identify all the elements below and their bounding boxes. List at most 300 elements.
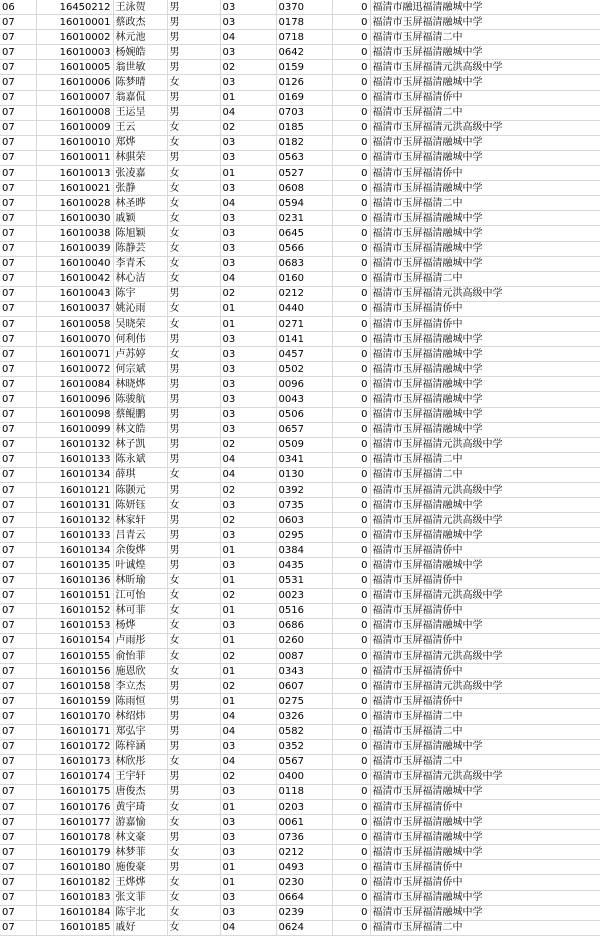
district-cell[interactable]: 07 <box>0 30 36 45</box>
name-cell[interactable]: 卢雨彤 <box>113 633 167 648</box>
flag-cell[interactable]: 0 <box>332 377 370 392</box>
group-code-cell[interactable]: 04 <box>220 920 276 935</box>
name-cell[interactable]: 林骐荣 <box>113 150 167 165</box>
name-cell[interactable]: 薛琪 <box>113 467 167 482</box>
student-id-cell[interactable]: 16010159 <box>36 694 113 709</box>
district-cell[interactable]: 07 <box>0 573 36 588</box>
group-code-cell[interactable]: 02 <box>220 437 276 452</box>
seat-number-cell[interactable]: 0023 <box>276 588 332 603</box>
gender-cell[interactable]: 男 <box>167 332 220 347</box>
name-cell[interactable]: 张文菲 <box>113 890 167 905</box>
gender-cell[interactable]: 男 <box>167 830 220 845</box>
gender-cell[interactable]: 男 <box>167 150 220 165</box>
student-id-cell[interactable]: 16010099 <box>36 422 113 437</box>
district-cell[interactable]: 07 <box>0 75 36 90</box>
group-code-cell[interactable]: 01 <box>220 664 276 679</box>
group-code-cell[interactable]: 01 <box>220 875 276 890</box>
student-id-cell[interactable]: 16010096 <box>36 392 113 407</box>
name-cell[interactable]: 施恩欣 <box>113 664 167 679</box>
group-code-cell[interactable]: 04 <box>220 196 276 211</box>
gender-cell[interactable]: 女 <box>167 875 220 890</box>
seat-number-cell[interactable]: 0608 <box>276 181 332 196</box>
district-cell[interactable]: 07 <box>0 347 36 362</box>
gender-cell[interactable]: 男 <box>167 739 220 754</box>
flag-cell[interactable]: 0 <box>332 754 370 769</box>
flag-cell[interactable]: 0 <box>332 618 370 633</box>
gender-cell[interactable]: 男 <box>167 105 220 120</box>
district-cell[interactable]: 07 <box>0 845 36 860</box>
flag-cell[interactable]: 0 <box>332 875 370 890</box>
school-cell[interactable]: 福清市玉屏福清融城中学 <box>370 362 600 377</box>
seat-number-cell[interactable]: 0435 <box>276 558 332 573</box>
student-id-cell[interactable]: 16010134 <box>36 543 113 558</box>
seat-number-cell[interactable]: 0239 <box>276 905 332 920</box>
gender-cell[interactable]: 男 <box>167 679 220 694</box>
gender-cell[interactable]: 女 <box>167 135 220 150</box>
student-id-cell[interactable]: 16010011 <box>36 150 113 165</box>
student-id-cell[interactable]: 16010013 <box>36 166 113 181</box>
group-code-cell[interactable]: 03 <box>220 498 276 513</box>
district-cell[interactable]: 07 <box>0 664 36 679</box>
flag-cell[interactable]: 0 <box>332 211 370 226</box>
name-cell[interactable]: 施俊豪 <box>113 860 167 875</box>
school-cell[interactable]: 福清市玉屏福清融城中学 <box>370 15 600 30</box>
gender-cell[interactable]: 女 <box>167 316 220 331</box>
seat-number-cell[interactable]: 0212 <box>276 286 332 301</box>
district-cell[interactable]: 07 <box>0 830 36 845</box>
flag-cell[interactable]: 0 <box>332 528 370 543</box>
flag-cell[interactable]: 0 <box>332 316 370 331</box>
student-id-cell[interactable]: 16010028 <box>36 196 113 211</box>
name-cell[interactable]: 林梦菲 <box>113 845 167 860</box>
gender-cell[interactable]: 女 <box>167 664 220 679</box>
student-id-cell[interactable]: 16010070 <box>36 332 113 347</box>
flag-cell[interactable]: 0 <box>332 784 370 799</box>
seat-number-cell[interactable]: 0271 <box>276 316 332 331</box>
school-cell[interactable]: 福清市玉屏福清元洪高级中学 <box>370 513 600 528</box>
seat-number-cell[interactable]: 0686 <box>276 618 332 633</box>
flag-cell[interactable]: 0 <box>332 769 370 784</box>
district-cell[interactable]: 07 <box>0 769 36 784</box>
flag-cell[interactable]: 0 <box>332 150 370 165</box>
gender-cell[interactable]: 男 <box>167 30 220 45</box>
name-cell[interactable]: 陈旭颖 <box>113 226 167 241</box>
school-cell[interactable]: 福清市玉屏福清融城中学 <box>370 332 600 347</box>
district-cell[interactable]: 07 <box>0 588 36 603</box>
district-cell[interactable]: 07 <box>0 256 36 271</box>
name-cell[interactable]: 李立杰 <box>113 679 167 694</box>
student-id-cell[interactable]: 16010043 <box>36 286 113 301</box>
gender-cell[interactable]: 男 <box>167 15 220 30</box>
district-cell[interactable]: 07 <box>0 60 36 75</box>
district-cell[interactable]: 07 <box>0 784 36 799</box>
school-cell[interactable]: 福清市玉屏福清元洪高级中学 <box>370 679 600 694</box>
student-id-cell[interactable]: 16010170 <box>36 709 113 724</box>
group-code-cell[interactable]: 01 <box>220 316 276 331</box>
school-cell[interactable]: 福清市玉屏福清二中 <box>370 754 600 769</box>
district-cell[interactable]: 07 <box>0 105 36 120</box>
seat-number-cell[interactable]: 0130 <box>276 467 332 482</box>
student-id-cell[interactable]: 16010038 <box>36 226 113 241</box>
group-code-cell[interactable]: 01 <box>220 799 276 814</box>
group-code-cell[interactable]: 04 <box>220 754 276 769</box>
gender-cell[interactable]: 女 <box>167 905 220 920</box>
group-code-cell[interactable]: 02 <box>220 286 276 301</box>
school-cell[interactable]: 福清市玉屏福清侨中 <box>370 633 600 648</box>
name-cell[interactable]: 王泳贺 <box>113 0 167 15</box>
flag-cell[interactable]: 0 <box>332 181 370 196</box>
flag-cell[interactable]: 0 <box>332 437 370 452</box>
flag-cell[interactable]: 0 <box>332 15 370 30</box>
district-cell[interactable]: 07 <box>0 226 36 241</box>
student-id-cell[interactable]: 16010152 <box>36 603 113 618</box>
school-cell[interactable]: 福清市玉屏福清二中 <box>370 724 600 739</box>
group-code-cell[interactable]: 03 <box>220 45 276 60</box>
school-cell[interactable]: 福清市玉屏福清融城中学 <box>370 558 600 573</box>
group-code-cell[interactable]: 04 <box>220 105 276 120</box>
school-cell[interactable]: 福清市玉屏福清融城中学 <box>370 75 600 90</box>
student-id-cell[interactable]: 16010098 <box>36 407 113 422</box>
seat-number-cell[interactable]: 0642 <box>276 45 332 60</box>
student-id-cell[interactable]: 16010008 <box>36 105 113 120</box>
student-id-cell[interactable]: 16010179 <box>36 845 113 860</box>
student-id-cell[interactable]: 16010172 <box>36 739 113 754</box>
name-cell[interactable]: 张凌嘉 <box>113 166 167 181</box>
school-cell[interactable]: 福清市玉屏福清二中 <box>370 196 600 211</box>
district-cell[interactable]: 07 <box>0 543 36 558</box>
student-id-cell[interactable]: 16010177 <box>36 815 113 830</box>
district-cell[interactable]: 07 <box>0 362 36 377</box>
district-cell[interactable]: 07 <box>0 649 36 664</box>
flag-cell[interactable]: 0 <box>332 45 370 60</box>
flag-cell[interactable]: 0 <box>332 256 370 271</box>
gender-cell[interactable]: 女 <box>167 815 220 830</box>
group-code-cell[interactable]: 02 <box>220 483 276 498</box>
gender-cell[interactable]: 女 <box>167 196 220 211</box>
student-id-cell[interactable]: 16010003 <box>36 45 113 60</box>
name-cell[interactable]: 林心洁 <box>113 271 167 286</box>
flag-cell[interactable]: 0 <box>332 75 370 90</box>
seat-number-cell[interactable]: 0703 <box>276 105 332 120</box>
gender-cell[interactable]: 男 <box>167 286 220 301</box>
district-cell[interactable]: 07 <box>0 120 36 135</box>
school-cell[interactable]: 福清市玉屏福清侨中 <box>370 573 600 588</box>
school-cell[interactable]: 福清市玉屏福清融城中学 <box>370 45 600 60</box>
gender-cell[interactable]: 女 <box>167 226 220 241</box>
student-id-cell[interactable]: 16010071 <box>36 347 113 362</box>
school-cell[interactable]: 福清市玉屏福清二中 <box>370 920 600 935</box>
seat-number-cell[interactable]: 0384 <box>276 543 332 558</box>
seat-number-cell[interactable]: 0096 <box>276 377 332 392</box>
school-cell[interactable]: 福清市玉屏福清融城中学 <box>370 422 600 437</box>
seat-number-cell[interactable]: 0341 <box>276 452 332 467</box>
district-cell[interactable]: 07 <box>0 316 36 331</box>
group-code-cell[interactable]: 01 <box>220 90 276 105</box>
school-cell[interactable]: 福清市玉屏福清融城中学 <box>370 845 600 860</box>
gender-cell[interactable]: 女 <box>167 241 220 256</box>
name-cell[interactable]: 陈雨恒 <box>113 694 167 709</box>
seat-number-cell[interactable]: 0326 <box>276 709 332 724</box>
name-cell[interactable]: 俞怡菲 <box>113 649 167 664</box>
gender-cell[interactable]: 男 <box>167 60 220 75</box>
group-code-cell[interactable]: 03 <box>220 332 276 347</box>
district-cell[interactable]: 07 <box>0 498 36 513</box>
gender-cell[interactable]: 男 <box>167 45 220 60</box>
name-cell[interactable]: 王云 <box>113 120 167 135</box>
name-cell[interactable]: 林文豪 <box>113 830 167 845</box>
group-code-cell[interactable]: 02 <box>220 769 276 784</box>
school-cell[interactable]: 福清市玉屏福清二中 <box>370 467 600 482</box>
flag-cell[interactable]: 0 <box>332 679 370 694</box>
gender-cell[interactable]: 女 <box>167 498 220 513</box>
gender-cell[interactable]: 女 <box>167 920 220 935</box>
flag-cell[interactable]: 0 <box>332 347 370 362</box>
gender-cell[interactable]: 男 <box>167 769 220 784</box>
group-code-cell[interactable]: 04 <box>220 724 276 739</box>
district-cell[interactable]: 07 <box>0 603 36 618</box>
school-cell[interactable]: 福清市玉屏福清元洪高级中学 <box>370 649 600 664</box>
school-cell[interactable]: 福清市玉屏福清二中 <box>370 452 600 467</box>
seat-number-cell[interactable]: 0400 <box>276 769 332 784</box>
seat-number-cell[interactable]: 0178 <box>276 15 332 30</box>
group-code-cell[interactable]: 04 <box>220 467 276 482</box>
gender-cell[interactable]: 女 <box>167 649 220 664</box>
group-code-cell[interactable]: 02 <box>220 513 276 528</box>
seat-number-cell[interactable]: 0169 <box>276 90 332 105</box>
district-cell[interactable]: 07 <box>0 437 36 452</box>
seat-number-cell[interactable]: 0516 <box>276 603 332 618</box>
seat-number-cell[interactable]: 0506 <box>276 407 332 422</box>
seat-number-cell[interactable]: 0509 <box>276 437 332 452</box>
student-id-cell[interactable]: 16010156 <box>36 664 113 679</box>
flag-cell[interactable]: 0 <box>332 709 370 724</box>
group-code-cell[interactable]: 03 <box>220 362 276 377</box>
seat-number-cell[interactable]: 0212 <box>276 845 332 860</box>
group-code-cell[interactable]: 03 <box>220 815 276 830</box>
gender-cell[interactable]: 男 <box>167 860 220 875</box>
name-cell[interactable]: 陈静芸 <box>113 241 167 256</box>
district-cell[interactable]: 07 <box>0 166 36 181</box>
flag-cell[interactable]: 0 <box>332 513 370 528</box>
district-cell[interactable]: 07 <box>0 679 36 694</box>
seat-number-cell[interactable]: 0563 <box>276 150 332 165</box>
gender-cell[interactable]: 男 <box>167 558 220 573</box>
flag-cell[interactable]: 0 <box>332 271 370 286</box>
name-cell[interactable]: 林可菲 <box>113 603 167 618</box>
name-cell[interactable]: 江可怡 <box>113 588 167 603</box>
flag-cell[interactable]: 0 <box>332 649 370 664</box>
school-cell[interactable]: 福清市玉屏福清融城中学 <box>370 241 600 256</box>
seat-number-cell[interactable]: 0683 <box>276 256 332 271</box>
school-cell[interactable]: 福清市玉屏福清二中 <box>370 709 600 724</box>
gender-cell[interactable]: 男 <box>167 513 220 528</box>
school-cell[interactable]: 福清市玉屏福清融城中学 <box>370 150 600 165</box>
student-id-cell[interactable]: 16010121 <box>36 483 113 498</box>
gender-cell[interactable]: 男 <box>167 0 220 15</box>
name-cell[interactable]: 戚颖 <box>113 211 167 226</box>
student-id-cell[interactable]: 16010151 <box>36 588 113 603</box>
district-cell[interactable]: 07 <box>0 890 36 905</box>
seat-number-cell[interactable]: 0645 <box>276 226 332 241</box>
gender-cell[interactable]: 男 <box>167 452 220 467</box>
flag-cell[interactable]: 0 <box>332 105 370 120</box>
district-cell[interactable]: 07 <box>0 483 36 498</box>
name-cell[interactable]: 杨烨 <box>113 618 167 633</box>
group-code-cell[interactable]: 04 <box>220 271 276 286</box>
school-cell[interactable]: 福清市玉屏福清二中 <box>370 105 600 120</box>
student-id-cell[interactable]: 16010173 <box>36 754 113 769</box>
district-cell[interactable]: 07 <box>0 709 36 724</box>
district-cell[interactable]: 07 <box>0 452 36 467</box>
student-id-cell[interactable]: 16010132 <box>36 437 113 452</box>
name-cell[interactable]: 陈永斌 <box>113 452 167 467</box>
district-cell[interactable]: 07 <box>0 407 36 422</box>
name-cell[interactable]: 王运呈 <box>113 105 167 120</box>
gender-cell[interactable]: 女 <box>167 603 220 618</box>
name-cell[interactable]: 林晓烨 <box>113 377 167 392</box>
flag-cell[interactable]: 0 <box>332 226 370 241</box>
school-cell[interactable]: 福清市玉屏福清元洪高级中学 <box>370 483 600 498</box>
district-cell[interactable]: 07 <box>0 15 36 30</box>
student-id-cell[interactable]: 16010158 <box>36 679 113 694</box>
district-cell[interactable]: 07 <box>0 875 36 890</box>
district-cell[interactable]: 07 <box>0 271 36 286</box>
district-cell[interactable]: 07 <box>0 286 36 301</box>
group-code-cell[interactable]: 03 <box>220 75 276 90</box>
group-code-cell[interactable]: 03 <box>220 211 276 226</box>
seat-number-cell[interactable]: 0370 <box>276 0 332 15</box>
seat-number-cell[interactable]: 0118 <box>276 784 332 799</box>
student-id-cell[interactable]: 16010176 <box>36 799 113 814</box>
flag-cell[interactable]: 0 <box>332 467 370 482</box>
group-code-cell[interactable]: 03 <box>220 845 276 860</box>
seat-number-cell[interactable]: 0231 <box>276 211 332 226</box>
flag-cell[interactable]: 0 <box>332 890 370 905</box>
student-id-cell[interactable]: 16010183 <box>36 890 113 905</box>
school-cell[interactable]: 福清市玉屏福清融城中学 <box>370 905 600 920</box>
district-cell[interactable]: 07 <box>0 528 36 543</box>
seat-number-cell[interactable]: 0230 <box>276 875 332 890</box>
school-cell[interactable]: 福清市玉屏福清融城中学 <box>370 211 600 226</box>
group-code-cell[interactable]: 01 <box>220 694 276 709</box>
district-cell[interactable]: 07 <box>0 860 36 875</box>
group-code-cell[interactable]: 03 <box>220 890 276 905</box>
flag-cell[interactable]: 0 <box>332 694 370 709</box>
flag-cell[interactable]: 0 <box>332 845 370 860</box>
gender-cell[interactable]: 女 <box>167 633 220 648</box>
name-cell[interactable]: 陈宇 <box>113 286 167 301</box>
gender-cell[interactable]: 女 <box>167 467 220 482</box>
district-cell[interactable]: 07 <box>0 724 36 739</box>
district-cell[interactable]: 07 <box>0 739 36 754</box>
seat-number-cell[interactable]: 0260 <box>276 633 332 648</box>
student-id-cell[interactable]: 16010131 <box>36 498 113 513</box>
name-cell[interactable]: 戚好 <box>113 920 167 935</box>
group-code-cell[interactable]: 02 <box>220 120 276 135</box>
flag-cell[interactable]: 0 <box>332 498 370 513</box>
seat-number-cell[interactable]: 0275 <box>276 694 332 709</box>
student-id-cell[interactable]: 16010175 <box>36 784 113 799</box>
gender-cell[interactable]: 女 <box>167 166 220 181</box>
gender-cell[interactable]: 女 <box>167 799 220 814</box>
flag-cell[interactable]: 0 <box>332 588 370 603</box>
group-code-cell[interactable]: 03 <box>220 407 276 422</box>
student-id-cell[interactable]: 16010040 <box>36 256 113 271</box>
school-cell[interactable]: 福清市玉屏福清融城中学 <box>370 256 600 271</box>
group-code-cell[interactable]: 03 <box>220 784 276 799</box>
flag-cell[interactable]: 0 <box>332 0 370 15</box>
flag-cell[interactable]: 0 <box>332 558 370 573</box>
seat-number-cell[interactable]: 0718 <box>276 30 332 45</box>
flag-cell[interactable]: 0 <box>332 196 370 211</box>
school-cell[interactable]: 福清市玉屏福清融城中学 <box>370 181 600 196</box>
gender-cell[interactable]: 男 <box>167 528 220 543</box>
name-cell[interactable]: 何利伟 <box>113 332 167 347</box>
seat-number-cell[interactable]: 0607 <box>276 679 332 694</box>
school-cell[interactable]: 福清市玉屏福清融城中学 <box>370 377 600 392</box>
district-cell[interactable]: 07 <box>0 392 36 407</box>
district-cell[interactable]: 07 <box>0 196 36 211</box>
gender-cell[interactable]: 女 <box>167 588 220 603</box>
name-cell[interactable]: 蔡政杰 <box>113 15 167 30</box>
flag-cell[interactable]: 0 <box>332 166 370 181</box>
student-id-cell[interactable]: 16010136 <box>36 573 113 588</box>
group-code-cell[interactable]: 01 <box>220 860 276 875</box>
name-cell[interactable]: 张静 <box>113 181 167 196</box>
seat-number-cell[interactable]: 0657 <box>276 422 332 437</box>
district-cell[interactable]: 07 <box>0 422 36 437</box>
name-cell[interactable]: 林元池 <box>113 30 167 45</box>
group-code-cell[interactable]: 02 <box>220 679 276 694</box>
seat-number-cell[interactable]: 0502 <box>276 362 332 377</box>
school-cell[interactable]: 福清市玉屏福清融城中学 <box>370 618 600 633</box>
group-code-cell[interactable]: 03 <box>220 181 276 196</box>
student-id-cell[interactable]: 16010184 <box>36 905 113 920</box>
gender-cell[interactable]: 男 <box>167 362 220 377</box>
group-code-cell[interactable]: 01 <box>220 573 276 588</box>
seat-number-cell[interactable]: 0295 <box>276 528 332 543</box>
school-cell[interactable]: 福清市玉屏福清侨中 <box>370 799 600 814</box>
district-cell[interactable]: 07 <box>0 513 36 528</box>
seat-number-cell[interactable]: 0582 <box>276 724 332 739</box>
student-id-cell[interactable]: 16010178 <box>36 830 113 845</box>
district-cell[interactable]: 07 <box>0 301 36 316</box>
name-cell[interactable]: 王烨烨 <box>113 875 167 890</box>
flag-cell[interactable]: 0 <box>332 799 370 814</box>
school-cell[interactable]: 福清市玉屏福清融城中学 <box>370 347 600 362</box>
school-cell[interactable]: 福清市玉屏福清元洪高级中学 <box>370 120 600 135</box>
gender-cell[interactable]: 男 <box>167 377 220 392</box>
name-cell[interactable]: 蔡鲲鹏 <box>113 407 167 422</box>
seat-number-cell[interactable]: 0126 <box>276 75 332 90</box>
student-id-cell[interactable]: 16010185 <box>36 920 113 935</box>
group-code-cell[interactable]: 04 <box>220 30 276 45</box>
flag-cell[interactable]: 0 <box>332 483 370 498</box>
gender-cell[interactable]: 女 <box>167 211 220 226</box>
flag-cell[interactable]: 0 <box>332 920 370 935</box>
student-id-cell[interactable]: 16010154 <box>36 633 113 648</box>
student-id-cell[interactable]: 16010084 <box>36 377 113 392</box>
group-code-cell[interactable]: 01 <box>220 166 276 181</box>
seat-number-cell[interactable]: 0043 <box>276 392 332 407</box>
student-id-cell[interactable]: 16010134 <box>36 467 113 482</box>
gender-cell[interactable]: 女 <box>167 181 220 196</box>
gender-cell[interactable]: 女 <box>167 347 220 362</box>
flag-cell[interactable]: 0 <box>332 860 370 875</box>
district-cell[interactable]: 07 <box>0 211 36 226</box>
group-code-cell[interactable]: 03 <box>220 150 276 165</box>
gender-cell[interactable]: 男 <box>167 407 220 422</box>
